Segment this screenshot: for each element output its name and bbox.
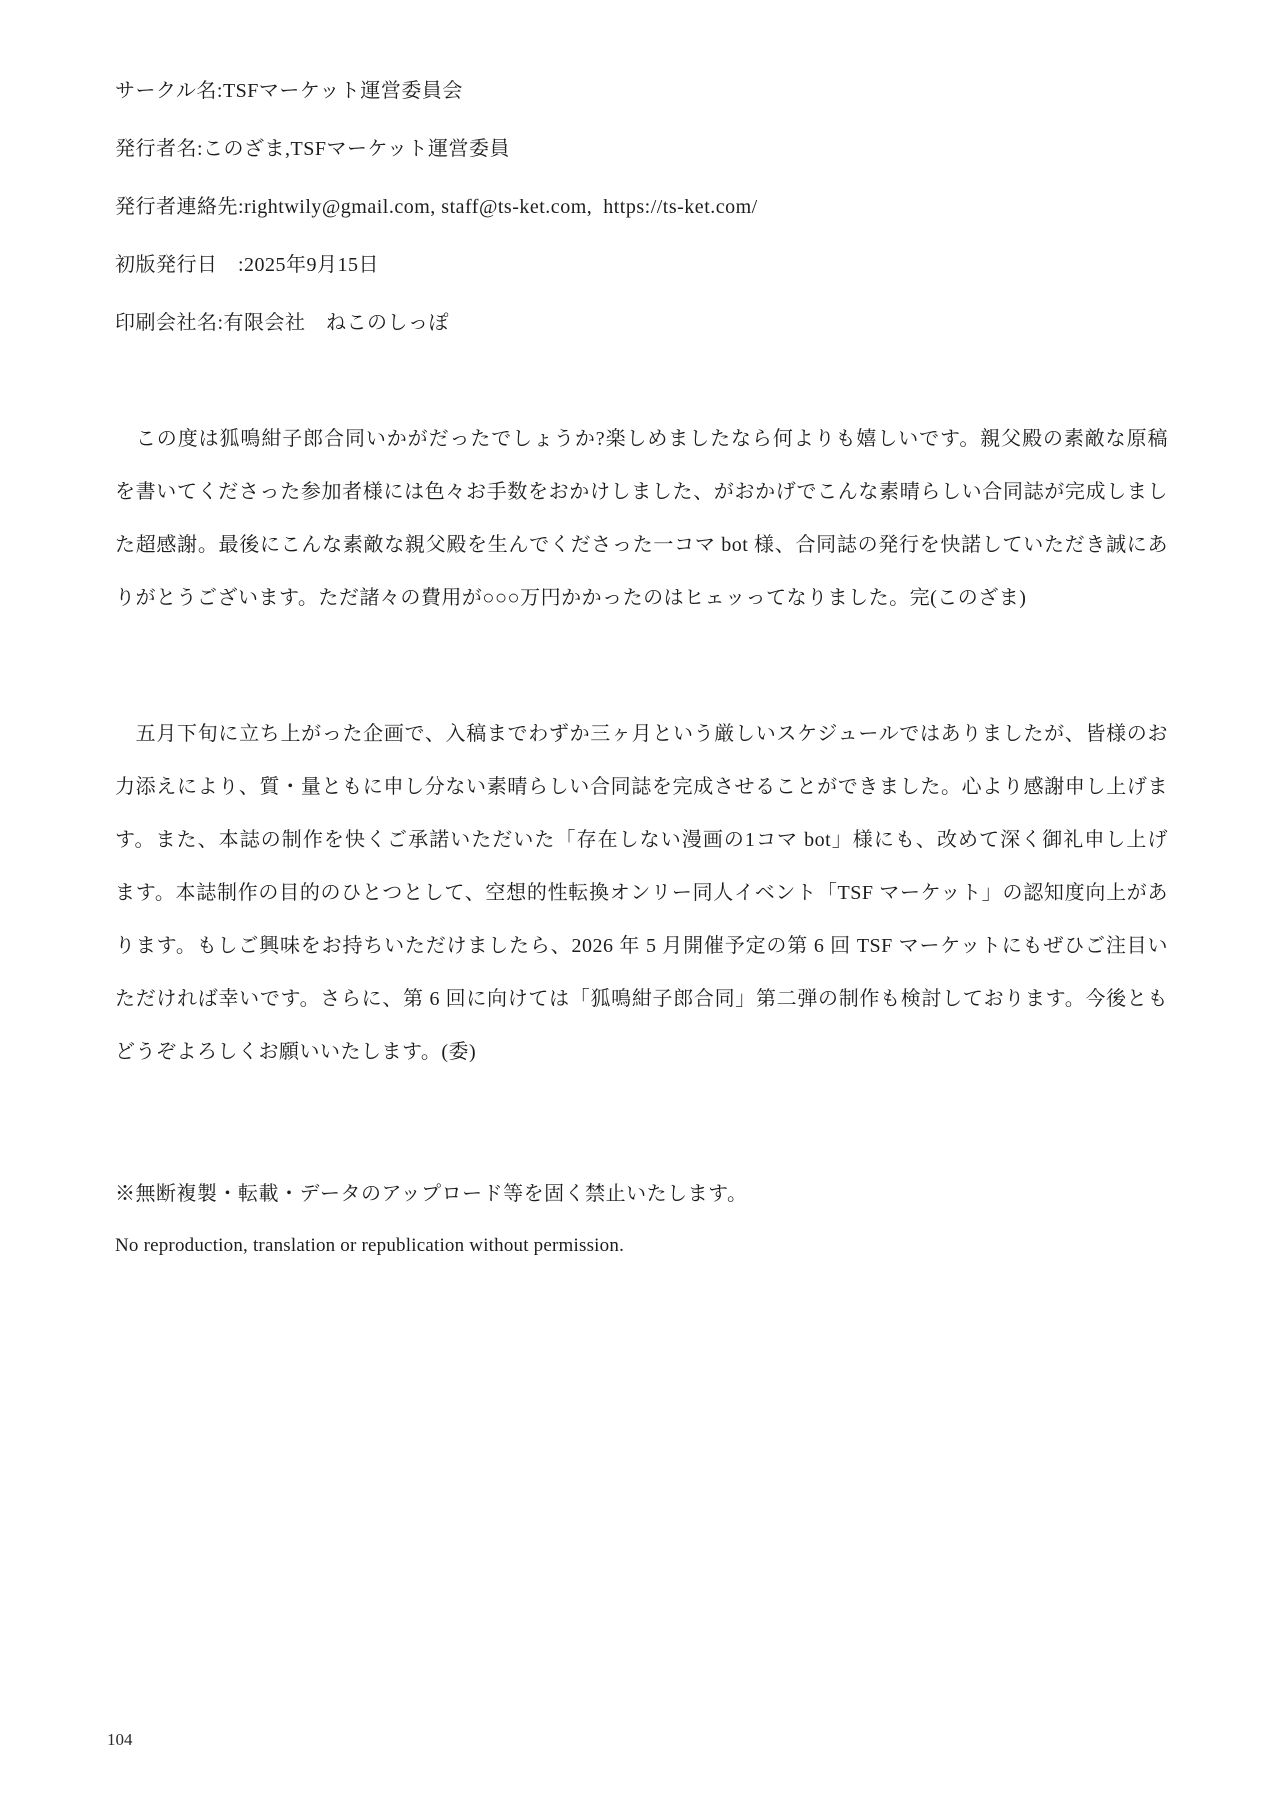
afterword-2-line: ります。もしご興味をお持ちいただけましたら、2026 年 5 月開催予定の第 6 回 TSF マーケットにもぜひご注目い [115, 935, 1168, 957]
colophon-line-circle-name: サークル名:TSFマーケット運営委員会 [115, 80, 463, 102]
afterword-1-line: この度は狐鳴紺子郎合同いかがだったでしょうか?楽しめましたなら何よりも嬉しいです。親父殿の素敵な原稿 [115, 428, 1168, 450]
colophon-line-publisher-contact: 発行者連絡先:rightwily@gmail.com, staff@ts-ket.com, https://ts-ket.com/ [115, 196, 758, 218]
colophon-line-first-edition-date: 初版発行日 :2025年9月15日 [115, 254, 380, 276]
copyright-notice [115, 1168, 1168, 1272]
afterword-2-line: 五月下旬に立ち上がった企画で、入稿までわずか三ヶ月という厳しいスケジュールではありましたが、皆様のお [115, 723, 1168, 745]
afterword-2-line: どうぞよろしくお願いいたします。(委) [115, 1041, 477, 1063]
afterword-paragraph-2 [115, 708, 1168, 1079]
afterword-2-line: 力添えにより、質・量ともに申し分ない素晴らしい合同誌を完成させることができました。心より感謝申し上げま [115, 776, 1168, 798]
afterword-2-line: す。また、本誌の制作を快くご承諾いただいた「存在しない漫画の1コマ bot」様にも、改めて深く御礼申し上げ [115, 829, 1168, 851]
afterword-2-line: ただければ幸いです。さらに、第 6 回に向けては「狐鳴紺子郎合同」第二弾の制作も検討しております。今後とも [115, 988, 1168, 1010]
colophon-block [115, 62, 1168, 352]
afterword-2-line: ます。本誌制作の目的のひとつとして、空想的性転換オンリー同人イベント「TSF マーケット」の認知度向上があ [115, 882, 1168, 904]
colophon-line-printing-company: 印刷会社名:有限会社 ねこのしっぽ [115, 312, 450, 334]
page-number: 104 [107, 1730, 133, 1749]
colophon-line-publisher-name: 発行者名:このざま,TSFマーケット運営委員 [115, 138, 511, 160]
afterword-1-line: りがとうございます。ただ諸々の費用が○○○万円かかったのはヒェッってなりました。完(このざま) [115, 587, 1027, 609]
copyright-notice-japanese: ※無断複製・転載・データのアップロード等を固く禁止いたします。 [115, 1183, 748, 1205]
afterword-paragraph-1 [115, 413, 1168, 625]
afterword-1-line: た超感謝。最後にこんな素敵な親父殿を生んでくださった一コマ bot 様、合同誌の発行を快諾していただき誠にあ [115, 534, 1168, 556]
afterword-1-line: を書いてくださった参加者様には色々お手数をおかけしました、がおかげでこんな素晴らしい合同誌が完成しまし [115, 481, 1168, 503]
copyright-notice-english: No reproduction, translation or republication without permission. [115, 1235, 625, 1256]
